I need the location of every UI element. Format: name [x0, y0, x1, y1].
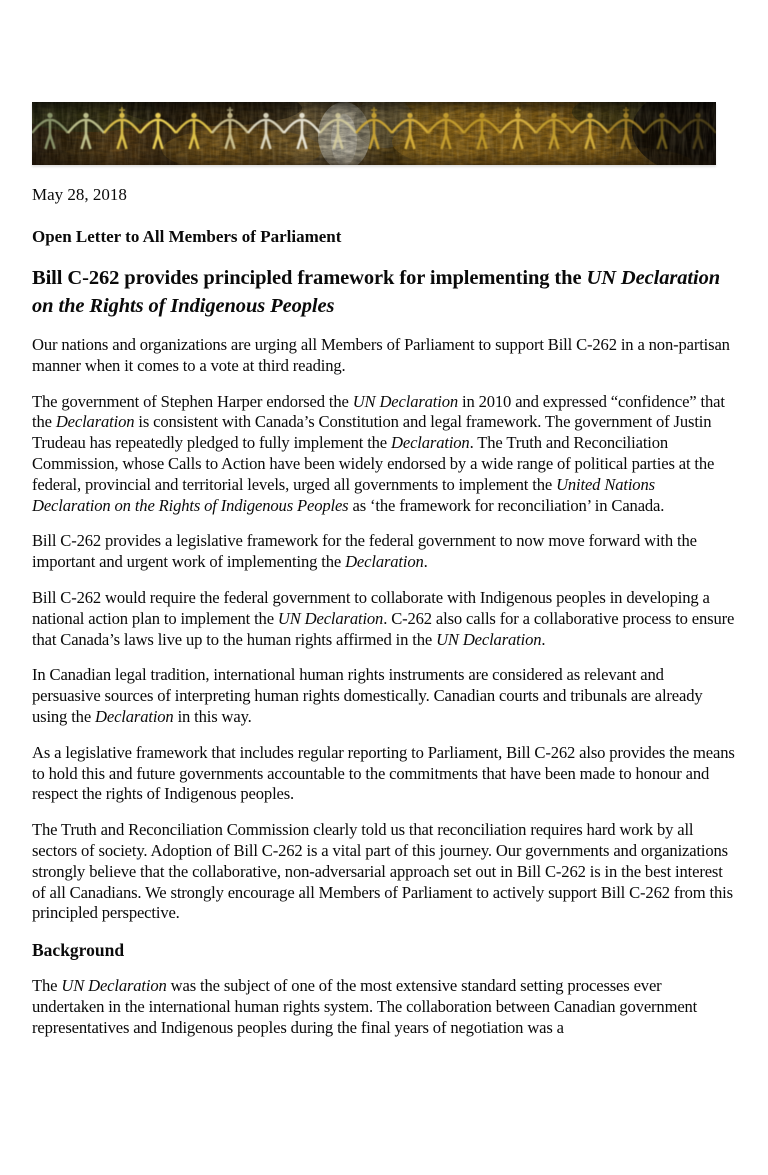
- italic-text-run: UN Declaration: [61, 976, 167, 996]
- banner-image: [32, 102, 716, 165]
- paragraph: [32, 976, 736, 1038]
- section-heading: [32, 940, 736, 961]
- italic-text-run: UN Declaration: [277, 608, 384, 628]
- subject-line: Open Letter to All Members of Parliament: [32, 227, 342, 246]
- text-run: The: [32, 976, 62, 996]
- text-run: The government of Stephen Harper endorsed the: [32, 391, 353, 411]
- banner-top-shadow: [32, 102, 716, 114]
- paragraph: [32, 820, 736, 924]
- italic-text-run: UN Declaration: [352, 391, 459, 411]
- text-run: Our nations and organizations are urging all Members of Parliament to support Bill C-262 in a non-partisan manner when it comes to a vote at third reading.: [32, 335, 730, 375]
- italic-text-run: UN Declaration: [436, 629, 542, 649]
- italic-text-run: Declaration: [345, 552, 424, 572]
- text-run: The Truth and Reconciliation Commission clearly told us that reconciliation requires hard work by all sectors of society. Adoption of Bill C-262 is a vital part of this journey. Our governments and organizations strongly believe that the collaborative, non-adversarial approach set out in Bill C-262 is in the best interest of all Canadians. We strongly encourage all Members of Parliament to actively support Bill C-262 from this principled perspective.: [32, 820, 733, 923]
- paragraph: [32, 392, 736, 517]
- text-run: Bill C-262 provides principled framework for implementing the: [32, 267, 587, 289]
- text-run: in this way.: [173, 706, 252, 726]
- text-run: .: [541, 629, 546, 649]
- document-title: [32, 264, 736, 320]
- paragraph: [32, 335, 736, 377]
- banner-bottom-shadow: [32, 153, 716, 165]
- paragraph: [32, 665, 736, 727]
- text-run: Bill C-262 would require the federal government to collaborate with Indigenous peoples in developing a national action plan to implement the: [32, 587, 710, 628]
- text-run: In Canadian legal tradition, international human rights instruments are considered as relevant and persuasive sources of interpreting human rights domestically. Canadian courts and tribunals are already using the: [32, 665, 703, 726]
- pictograph-banner-art: [32, 102, 716, 165]
- italic-text-run: UN Declaration on the Rights of Indigenous Peoples: [32, 267, 721, 317]
- text-run: was the subject of one of the most extensive standard setting processes ever undertaken in the international human rights system. The collaboration between Canadian government representatives and Indigenous peoples during the final years of negotiation was a: [32, 976, 698, 1037]
- text-run: as ‘the framework for reconciliation’ in Canada.: [348, 495, 665, 515]
- text-run: Bill C-262 provides a legislative framework for the federal government to now move forward with the important and urgent work of implementing the: [32, 531, 697, 572]
- paragraph: [32, 531, 736, 573]
- paragraph: [32, 743, 736, 805]
- text-run: Background: [32, 940, 125, 961]
- body-paragraphs: [32, 335, 736, 1039]
- italic-text-run: Declaration: [95, 706, 174, 726]
- text-run: in 2010 and expressed “confidence” that the: [32, 391, 725, 432]
- text-run: is consistent with Canada’s Constitution and legal framework. The government of Justin Trudeau has repeatedly pledged to fully implement the: [32, 412, 712, 453]
- paragraph: [32, 588, 736, 650]
- italic-text-run: Declaration: [391, 433, 470, 453]
- text-run: . C-262 also calls for a collaborative process to ensure that Canada’s laws live up to the human rights affirmed in the: [32, 608, 735, 649]
- text-run: As a legislative framework that includes regular reporting to Parliament, Bill C-262 also provides the means to hold this and future governments accountable to the commitments that have been made to honour and respect the rights of Indigenous peoples.: [32, 742, 735, 804]
- text-run: . The Truth and Reconciliation Commission, whose Calls to Action have been widely endorsed by a wide range of political parties at the federal, provincial and territorial levels, urged all governments to implement the: [32, 433, 715, 494]
- text-run: .: [423, 552, 428, 572]
- date-line: May 28, 2018: [32, 185, 127, 204]
- italic-text-run: Declaration: [55, 412, 135, 432]
- italic-text-run: United Nations Declaration on the Rights of Indigenous Peoples: [32, 474, 655, 515]
